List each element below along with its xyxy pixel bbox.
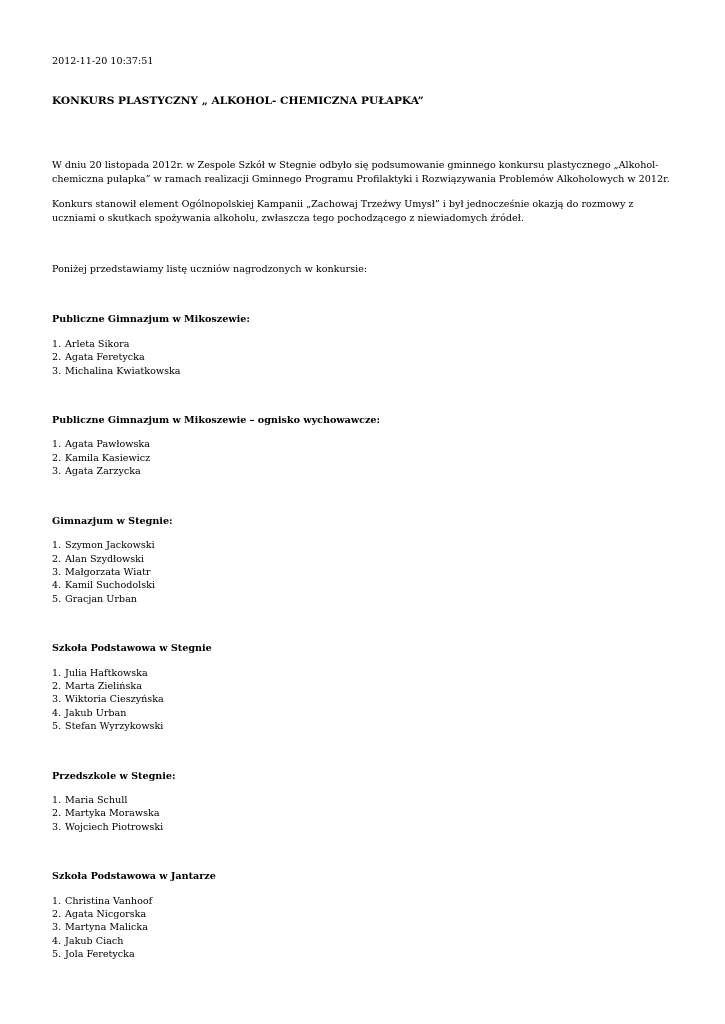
- student-name: Christina Vanhoof: [65, 895, 153, 907]
- school-section: [52, 870, 672, 961]
- school-section: [52, 515, 672, 606]
- list-item: [52, 438, 672, 451]
- item-number: 2.: [52, 452, 62, 464]
- list-item: [52, 680, 672, 693]
- school-section: [52, 642, 672, 733]
- list-item: [52, 539, 672, 552]
- item-number: 1.: [52, 439, 62, 451]
- item-number: 1.: [52, 540, 62, 552]
- list-item: [52, 452, 672, 465]
- campaign-paragraph: Konkurs stanowił element Ogólnopolskiej Kampanii „Zachowaj Trzeźwy Umysł” i był jednocześnie okazją do rozmowy z uczniami o skutkach spożywania alkoholu, zwłaszcza tego pochodzącego z niewiadomych źródeł.: [52, 199, 634, 224]
- student-name: Gracjan Urban: [65, 593, 137, 605]
- winners-list: [52, 438, 672, 478]
- school-heading: Przedszkole w Stegnie:: [52, 770, 176, 782]
- winners-sections: [52, 313, 672, 961]
- item-number: 2.: [52, 680, 62, 692]
- winners-list: [52, 794, 672, 834]
- student-name: Alan Szydłowski: [65, 553, 145, 565]
- list-item: [52, 553, 672, 566]
- winners-list: [52, 338, 672, 378]
- list-item: [52, 908, 672, 921]
- student-name: Agata Zarzycka: [65, 466, 141, 478]
- student-name: Szymon Jackowski: [65, 540, 155, 552]
- student-name: Wojciech Piotrowski: [65, 821, 164, 833]
- school-heading: Szkoła Podstawowa w Stegnie: [52, 643, 212, 655]
- document-title: KONKURS PLASTYCZNY „ ALKOHOL- CHEMICZNA PUŁAPKA”: [52, 95, 424, 108]
- school-heading: Publiczne Gimnazjum w Mikoszewie – ognisko wychowawcze:: [52, 415, 381, 427]
- winners-list: [52, 539, 672, 606]
- item-number: 1.: [52, 667, 62, 679]
- list-item: [52, 579, 672, 592]
- school-section: [52, 414, 672, 479]
- list-item: [52, 566, 672, 579]
- student-name: Agata Feretycka: [65, 352, 145, 364]
- item-number: 3.: [52, 922, 62, 934]
- student-name: Maria Schull: [65, 794, 128, 806]
- item-number: 3.: [52, 466, 62, 478]
- winners-list: [52, 667, 672, 734]
- item-number: 4.: [52, 580, 62, 592]
- student-name: Jola Feretycka: [65, 949, 135, 961]
- list-item: [52, 895, 672, 908]
- student-name: Julia Haftkowska: [65, 667, 148, 679]
- list-item: [52, 667, 672, 680]
- list-item: [52, 338, 672, 351]
- list-item: [52, 807, 672, 820]
- item-number: 2.: [52, 909, 62, 920]
- item-number: 1.: [52, 895, 62, 907]
- item-number: 1.: [52, 338, 62, 350]
- list-item: [52, 821, 672, 834]
- list-item: [52, 365, 672, 378]
- student-name: Michalina Kwiatkowska: [65, 365, 181, 377]
- school-section: [52, 313, 672, 378]
- item-number: 2.: [52, 352, 62, 364]
- student-name: Agata Pawłowska: [65, 439, 150, 451]
- item-number: 1.: [52, 794, 62, 806]
- student-name: Arleta Sikora: [65, 338, 130, 350]
- student-name: Małgorzata Wiatr: [65, 566, 151, 578]
- list-item: [52, 935, 672, 948]
- list-item: [52, 693, 672, 706]
- list-item: [52, 720, 672, 733]
- document-page: [52, 55, 672, 962]
- item-number: 4.: [52, 707, 62, 719]
- item-number: 5.: [52, 593, 62, 605]
- student-name: Agata Nicgorska: [65, 909, 147, 920]
- school-heading: Publiczne Gimnazjum w Mikoszewie:: [52, 314, 250, 326]
- student-name: Jakub Ciach: [65, 935, 124, 947]
- student-name: Martyna Malicka: [65, 922, 148, 934]
- student-name: Jakub Urban: [65, 707, 127, 719]
- student-name: Kamila Kasiewicz: [65, 452, 151, 464]
- item-number: 2.: [52, 808, 62, 820]
- list-item: [52, 921, 672, 934]
- item-number: 5.: [52, 949, 62, 961]
- item-number: 3.: [52, 694, 62, 706]
- student-name: Stefan Wyrzykowski: [65, 721, 164, 733]
- intro-paragraph: W dniu 20 listopada 2012r. w Zespole Szkół w Stegnie odbyło się podsumowanie gminnego konkursu plastycznego „Alkohol-chemiczna pułapka” w ramach realizacji Gminnego Programu Profilaktyki i Rozwiązywania Problemów Alkoholowych w 2012r.: [52, 160, 670, 185]
- list-item: [52, 351, 672, 364]
- school-heading: Szkoła Podstawowa w Jantarze: [52, 871, 216, 883]
- school-section: [52, 770, 672, 835]
- item-number: 5.: [52, 721, 62, 733]
- school-heading: Gimnazjum w Stegnie:: [52, 515, 173, 527]
- student-name: Wiktoria Cieszyńska: [65, 694, 164, 706]
- student-name: Kamil Suchodolski: [65, 580, 156, 592]
- winners-intro: Poniżej przedstawiamy listę uczniów nagrodzonych w konkursie:: [52, 264, 368, 276]
- list-item: [52, 794, 672, 807]
- item-number: 3.: [52, 821, 62, 833]
- winners-list: [52, 895, 672, 962]
- timestamp: 2012-11-20 10:37:51: [52, 56, 154, 67]
- item-number: 4.: [52, 935, 62, 947]
- student-name: Marta Zielińska: [65, 680, 142, 692]
- item-number: 2.: [52, 553, 62, 565]
- item-number: 3.: [52, 566, 62, 578]
- item-number: 3.: [52, 365, 62, 377]
- list-item: [52, 593, 672, 606]
- list-item: [52, 465, 672, 478]
- list-item: [52, 707, 672, 720]
- list-item: [52, 948, 672, 961]
- student-name: Martyka Morawska: [65, 808, 160, 820]
